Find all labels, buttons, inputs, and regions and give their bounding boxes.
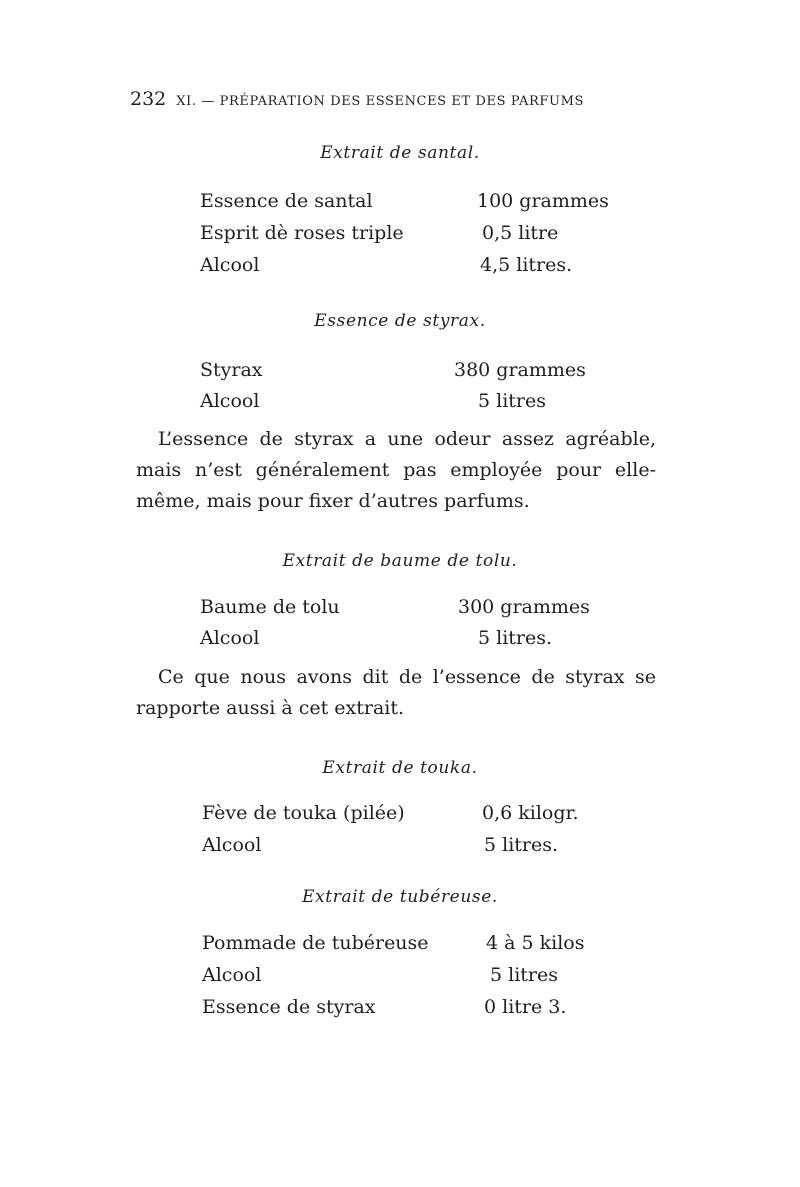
ingredient-name: Alcool [200, 627, 260, 649]
page-number: 232 [130, 88, 167, 110]
body-paragraph [136, 424, 656, 517]
ingredient-name: Esprit dè roses triple [200, 222, 404, 244]
ingredient-name: Alcool [202, 964, 262, 986]
ingredient-name: Styrax [200, 359, 263, 381]
ingredient-quantity: 4 à 5 kilos [486, 932, 585, 954]
running-title: XI. — PRÉPARATION DES ESSENCES ET DES PARFUMS [176, 94, 584, 109]
ingredient-quantity: 0 litre 3. [484, 996, 567, 1018]
ingredient-quantity: 5 litres. [484, 834, 559, 856]
section-title: Extrait de tubéreuse. [302, 887, 498, 907]
section-title: Extrait de touka. [322, 758, 478, 778]
body-paragraph [136, 662, 656, 724]
section-title: Essence de styrax. [314, 311, 486, 331]
running-header [130, 88, 670, 110]
ingredient-name: Fève de touka (pilée) [202, 802, 405, 824]
paragraph-line: rapporte aussi à cet extrait. [136, 697, 405, 719]
ingredient-quantity: 5 litres. [478, 627, 553, 649]
ingredient-quantity: 100 grammes [477, 190, 609, 212]
ingredient-name: Essence de santal [200, 190, 373, 212]
paragraph-line: L’essence de styrax a une odeur assez agréable, [158, 428, 656, 450]
ingredient-quantity: 300 grammes [458, 596, 590, 618]
paragraph-line: Ce que nous avons dit de l’essence de styrax se [158, 666, 656, 688]
ingredient-name: Alcool [200, 390, 260, 412]
ingredient-quantity: 5 litres [478, 390, 546, 412]
ingredient-name: Essence de styrax [202, 996, 376, 1018]
ingredient-quantity: 380 grammes [454, 359, 586, 381]
section-title: Extrait de santal. [320, 143, 480, 163]
ingredient-quantity: 0,6 kilogr. [482, 802, 579, 824]
ingredient-quantity: 0,5 litre [482, 222, 559, 244]
ingredient-name: Alcool [202, 834, 262, 856]
ingredient-name: Pommade de tubéreuse [202, 932, 429, 954]
paragraph-line: mais n’est généralement pas employée pour elle- [136, 459, 656, 481]
ingredient-name: Baume de tolu [200, 596, 340, 618]
ingredient-quantity: 5 litres [490, 964, 558, 986]
paragraph-line: même, mais pour fixer d’autres parfums. [136, 490, 530, 512]
ingredient-name: Alcool [200, 254, 260, 276]
ingredient-quantity: 4,5 litres. [480, 254, 573, 276]
section-title: Extrait de baume de tolu. [282, 551, 518, 571]
